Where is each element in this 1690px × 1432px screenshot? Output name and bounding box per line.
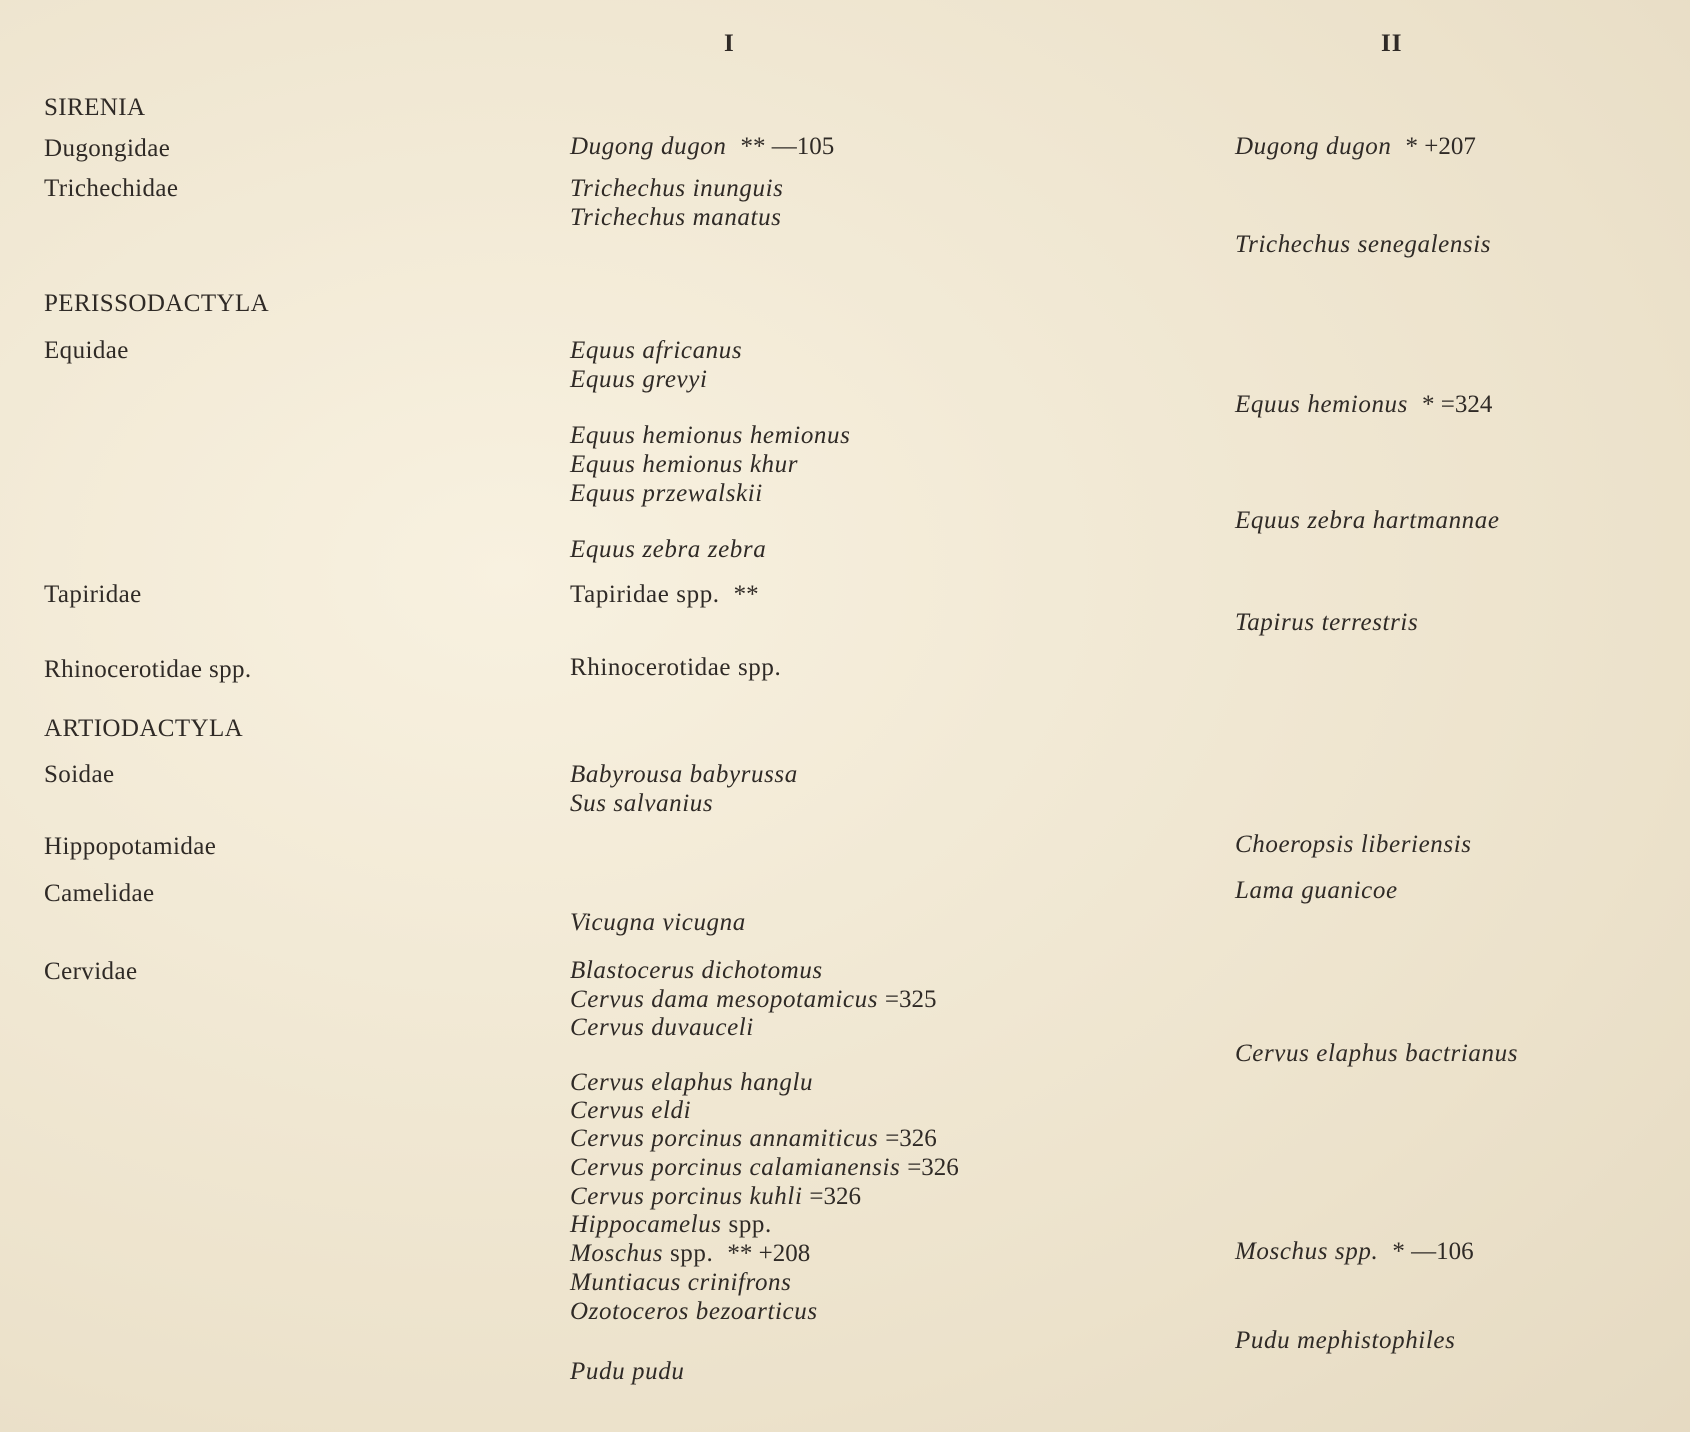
col1-cervus-porcinus-calamianensis bbox=[570, 1153, 959, 1183]
col1-pudu-pudu: Pudu pudu bbox=[570, 1358, 685, 1385]
col1-equus-hemionus-hemionus: Equus hemionus hemionus bbox=[570, 422, 851, 449]
col1-vicugna-vicugna: Vicugna vicugna bbox=[570, 909, 746, 936]
species-name: Dugong dugon bbox=[570, 133, 727, 160]
species-name: Cervus porcinus kuhli bbox=[570, 1183, 803, 1210]
col1-dugong-dugon bbox=[570, 132, 834, 162]
species-name: Cervus porcinus annamiticus bbox=[570, 1125, 879, 1152]
col1-cervus-elaphus-hanglu: Cervus elaphus hanglu bbox=[570, 1069, 814, 1096]
col1-tapiridae-spp bbox=[570, 580, 759, 610]
family-dugongidae: Dugongidae bbox=[44, 135, 171, 162]
col1-cervus-duvauceli: Cervus duvauceli bbox=[570, 1014, 754, 1041]
species-name: Equus hemionus bbox=[1235, 391, 1408, 418]
spp-suffix: spp. bbox=[728, 1211, 772, 1238]
col1-equus-africanus: Equus africanus bbox=[570, 337, 743, 364]
annotation-mark: * +207 bbox=[1405, 133, 1476, 160]
col1-equus-przewalskii: Equus przewalskii bbox=[570, 480, 763, 507]
col1-cervus-eldi: Cervus eldi bbox=[570, 1097, 692, 1124]
column-header-i: I bbox=[724, 30, 735, 57]
col1-moschus-spp bbox=[570, 1239, 810, 1269]
order-artiodactyla: ARTIODACTYLA bbox=[44, 715, 244, 742]
species-name: Moschus spp. bbox=[1235, 1238, 1379, 1265]
col1-equus-hemionus-khur: Equus hemionus khur bbox=[570, 451, 799, 478]
col1-muntiacus-crinifrons: Muntiacus crinifrons bbox=[570, 1269, 792, 1296]
species-name: Cervus porcinus calamianensis bbox=[570, 1154, 901, 1181]
species-name: Cervus dama mesopotamicus bbox=[570, 986, 879, 1013]
annotation-mark: =326 bbox=[885, 1125, 937, 1152]
family-soidae: Soidae bbox=[44, 761, 115, 788]
column-header-ii: II bbox=[1381, 30, 1403, 57]
annotation-mark: ** —105 bbox=[740, 133, 835, 160]
col1-equus-zebra-zebra: Equus zebra zebra bbox=[570, 536, 767, 563]
col1-cervus-porcinus-kuhli bbox=[570, 1182, 861, 1212]
col1-cervus-porcinus-annamiticus bbox=[570, 1124, 937, 1154]
col2-dugong-dugon bbox=[1235, 132, 1476, 162]
col1-babyrousa-babyrussa: Babyrousa babyrussa bbox=[570, 761, 798, 788]
col2-equus-zebra-hartmannae: Equus zebra hartmannae bbox=[1235, 507, 1500, 534]
order-perissodactyla: PERISSODACTYLA bbox=[44, 290, 270, 317]
order-sirenia: SIRENIA bbox=[44, 94, 146, 121]
annotation-mark: =326 bbox=[907, 1154, 959, 1181]
annotation-mark: =325 bbox=[884, 986, 937, 1013]
taxon-name: Tapiridae spp. bbox=[570, 581, 720, 608]
col1-sus-salvanius: Sus salvanius bbox=[570, 790, 714, 817]
family-cervidae: Cervidae bbox=[44, 958, 138, 985]
col1-ozotoceros-bezoarticus: Ozotoceros bezoarticus bbox=[570, 1298, 818, 1325]
genus-name: Moschus bbox=[570, 1240, 664, 1267]
annotation-mark: =326 bbox=[809, 1183, 861, 1210]
annotation-mark: * —106 bbox=[1392, 1238, 1474, 1265]
col2-cervus-elaphus-bactrianus: Cervus elaphus bactrianus bbox=[1235, 1040, 1519, 1067]
spp-suffix: spp. bbox=[669, 1240, 714, 1267]
family-hippopotamidae: Hippopotamidae bbox=[44, 833, 217, 860]
family-rhinocerotidae: Rhinocerotidae spp. bbox=[44, 656, 252, 683]
col2-trichechus-senegalensis: Trichechus senegalensis bbox=[1235, 231, 1492, 258]
family-camelidae: Camelidae bbox=[44, 880, 155, 907]
family-trichechidae: Trichechidae bbox=[44, 175, 179, 202]
col1-equus-grevyi: Equus grevyi bbox=[570, 366, 708, 393]
col1-blastocerus-dichotomus: Blastocerus dichotomus bbox=[570, 957, 823, 984]
species-name: Dugong dugon bbox=[1235, 133, 1392, 160]
col1-trichechus-manatus: Trichechus manatus bbox=[570, 204, 782, 231]
annotation-mark: ** bbox=[733, 581, 759, 608]
annotation-mark: * =324 bbox=[1421, 391, 1493, 418]
col1-cervus-dama-mesopotamicus bbox=[570, 985, 937, 1015]
family-equidae: Equidae bbox=[44, 337, 129, 364]
genus-name: Hippocamelus bbox=[570, 1211, 722, 1238]
col2-pudu-mephistophiles: Pudu mephistophiles bbox=[1235, 1327, 1456, 1354]
col1-rhinocerotidae-spp: Rhinocerotidae spp. bbox=[570, 654, 782, 681]
col2-lama-guanicoe: Lama guanicoe bbox=[1235, 877, 1398, 904]
col2-choeropsis-liberiensis: Choeropsis liberiensis bbox=[1235, 831, 1472, 858]
col2-moschus-spp bbox=[1235, 1237, 1474, 1267]
col2-tapirus-terrestris: Tapirus terrestris bbox=[1235, 609, 1419, 636]
family-tapiridae: Tapiridae bbox=[44, 581, 142, 608]
annotation-mark: ** +208 bbox=[727, 1240, 811, 1267]
col2-equus-hemionus bbox=[1235, 390, 1492, 420]
col1-trichechus-inunguis: Trichechus inunguis bbox=[570, 175, 784, 202]
col1-hippocamelus-spp bbox=[570, 1210, 772, 1240]
